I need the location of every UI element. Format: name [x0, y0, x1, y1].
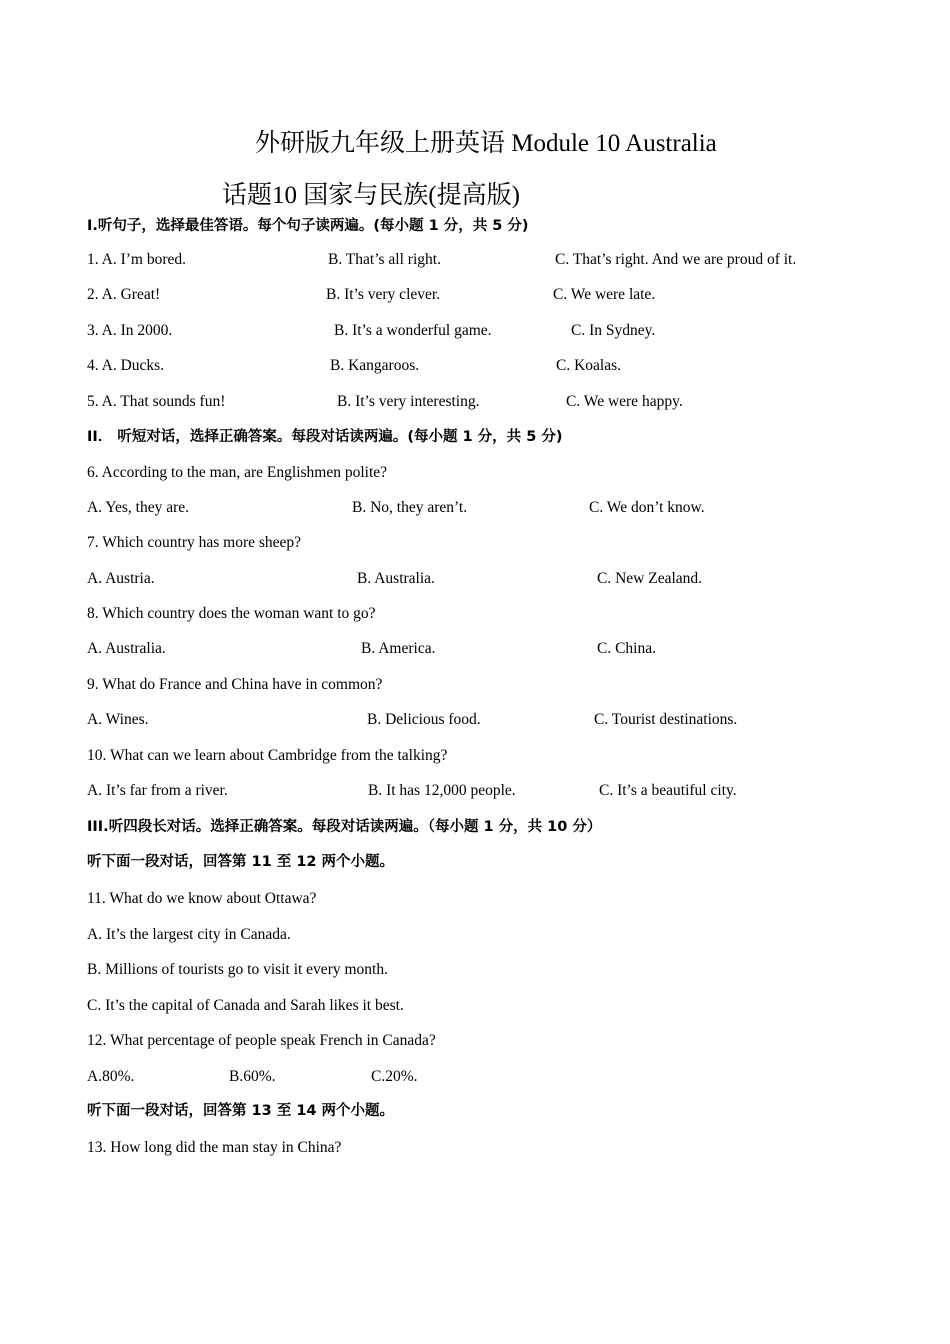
title-line-1: 外研版九年级上册英语 Module 10 Australia — [255, 130, 717, 157]
q5-option-b: B. It’s very interesting. — [337, 393, 480, 410]
q9-option-a: A. Wines. — [87, 711, 149, 728]
q12-question: 12. What percentage of people speak French in Canada? — [87, 1032, 436, 1049]
q4-option-c: C. Koalas. — [556, 357, 622, 374]
q7-option-c: C. New Zealand. — [597, 570, 703, 587]
q12-option-a: A.80%. — [87, 1068, 135, 1085]
q10-option-a: A. It’s far from a river. — [87, 782, 228, 799]
q9-option-c: C. Tourist destinations. — [594, 711, 738, 728]
section3-sub1: 听下面一段对话，回答第 11 至 12 两个小题。 — [87, 854, 395, 870]
q1-option-a: 1. A. I’m bored. — [87, 251, 187, 268]
q5-option-c: C. We were happy. — [566, 393, 683, 410]
q7-option-b: B. Australia. — [357, 570, 435, 587]
q12-option-c: C.20%. — [371, 1068, 418, 1085]
section2-header: II． 听短对话，选择正确答案。每段对话读两遍。(每小题 1 分，共 5 分) — [87, 429, 563, 445]
q2-option-a: 2. A. Great! — [87, 286, 161, 303]
q4-option-b: B. Kangaroos. — [330, 357, 420, 374]
q3-option-c: C. In Sydney. — [571, 322, 656, 339]
q2-option-b: B. It’s very clever. — [326, 286, 441, 303]
q1-option-b: B. That’s all right. — [328, 251, 441, 268]
q10-question: 10. What can we learn about Cambridge from the talking? — [87, 747, 448, 764]
q3-option-a: 3. A. In 2000. — [87, 322, 173, 339]
q3-option-b: B. It’s a wonderful game. — [334, 322, 492, 339]
q7-question: 7. Which country has more sheep? — [87, 534, 302, 551]
q7-option-a: A. Austria. — [87, 570, 155, 587]
title-line-2: 话题10 国家与民族(提高版) — [222, 182, 520, 209]
q11-question: 11. What do we know about Ottawa? — [87, 890, 317, 907]
q6-option-b: B. No, they aren’t. — [352, 499, 468, 516]
q9-option-b: B. Delicious food. — [367, 711, 481, 728]
q9-question: 9. What do France and China have in common? — [87, 676, 383, 693]
q10-option-c: C. It’s a beautiful city. — [599, 782, 737, 799]
q5-option-a: 5. A. That sounds fun! — [87, 393, 226, 410]
q1-option-c: C. That’s right. And we are proud of it. — [555, 251, 797, 268]
q8-option-a: A. Australia. — [87, 640, 166, 657]
q10-option-b: B. It has 12,000 people. — [368, 782, 516, 799]
section1-header: Ⅰ.听句子，选择最佳答语。每个句子读两遍。(每小题 1 分，共 5 分) — [87, 218, 529, 234]
q12-option-b: B.60%. — [229, 1068, 276, 1085]
q8-question: 8. Which country does the woman want to go? — [87, 605, 376, 622]
q13-question: 13. How long did the man stay in China? — [87, 1139, 342, 1156]
q6-option-c: C. We don’t know. — [589, 499, 705, 516]
q11-option-a: A. It’s the largest city in Canada. — [87, 926, 291, 943]
q6-option-a: A. Yes, they are. — [87, 499, 190, 516]
q8-option-b: B. America. — [361, 640, 436, 657]
q11-option-c: C. It’s the capital of Canada and Sarah likes it best. — [87, 997, 404, 1014]
q2-option-c: C. We were late. — [553, 286, 656, 303]
section3-header: III.听四段长对话。选择正确答案。每段对话读两遍。（每小题 1 分，共 10 分） — [87, 819, 602, 835]
q4-option-a: 4. A. Ducks. — [87, 357, 165, 374]
q11-option-b: B. Millions of tourists go to visit it every month. — [87, 961, 388, 978]
q8-option-c: C. China. — [597, 640, 656, 657]
q6-question: 6. According to the man, are Englishmen polite? — [87, 464, 388, 481]
section3-sub2: 听下面一段对话，回答第 13 至 14 两个小题。 — [87, 1103, 395, 1119]
